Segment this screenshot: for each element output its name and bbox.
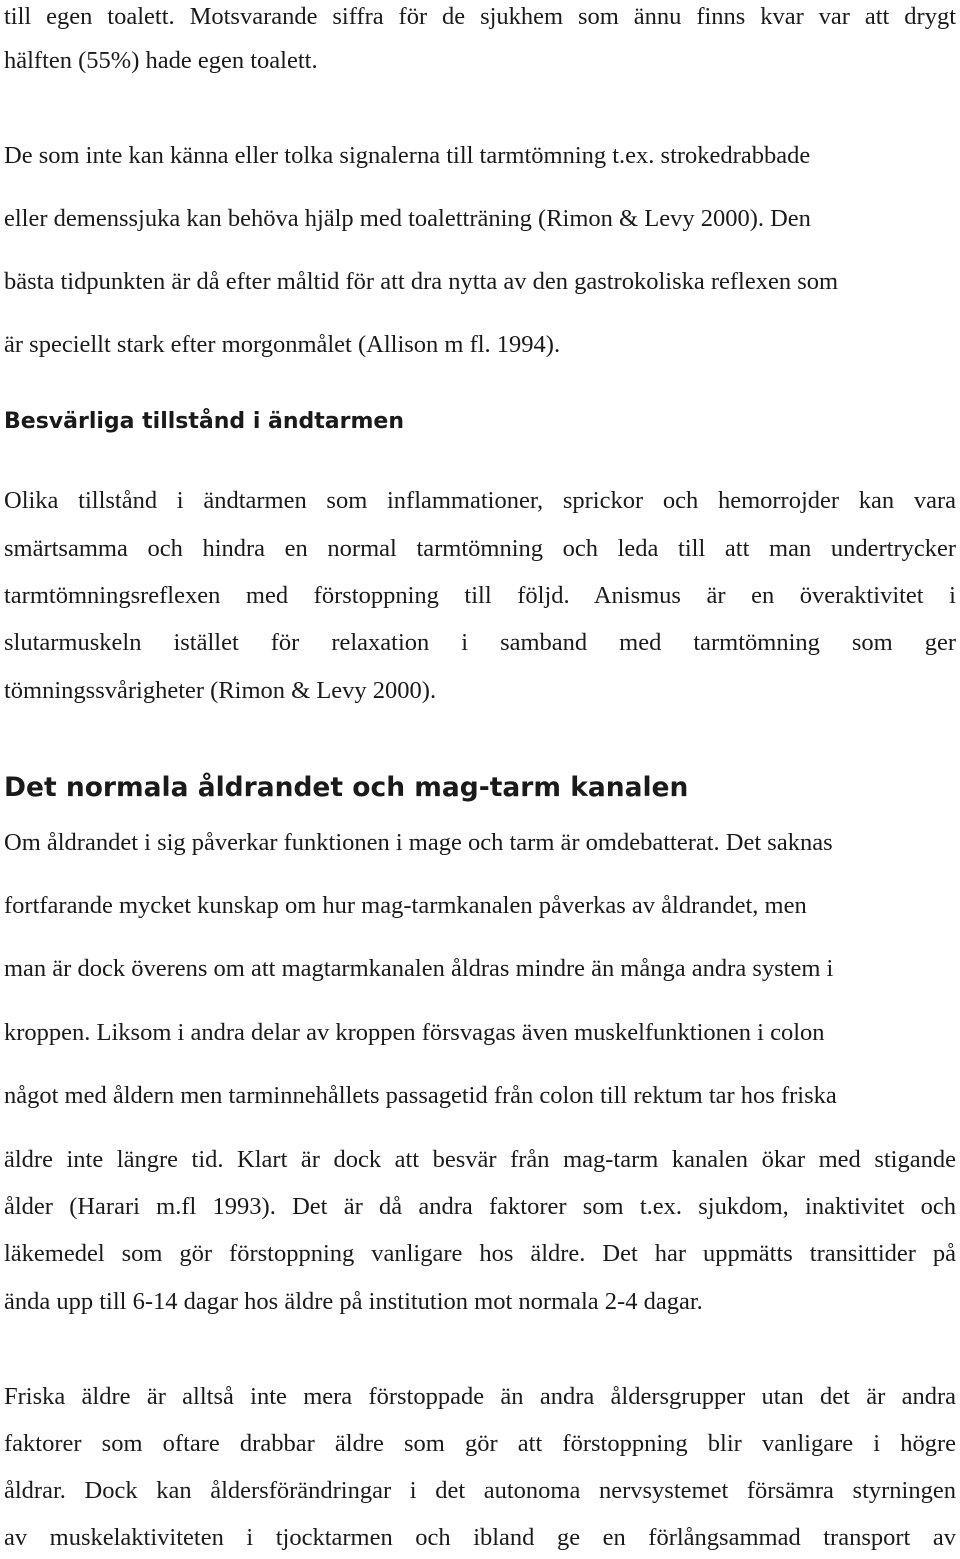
text-line: faktorer som oftare drabbar äldre som gör att förstoppning blir vanligare i högre — [4, 1430, 956, 1457]
text-line: hälften (55%) hade egen toalett. — [4, 47, 318, 74]
text-line: Friska äldre är alltså inte mera förstoppade än andra åldersgrupper utan det är andra — [4, 1383, 956, 1410]
text-line: är speciellt stark efter morgonmålet (Allison m fl. 1994). — [4, 331, 561, 358]
text-line: fortfarande mycket kunskap om hur mag-tarmkanalen påverkas av åldrandet, men — [4, 892, 807, 919]
text-line: man är dock överens om att magtarmkanalen åldras mindre än många andra system i — [4, 955, 834, 982]
section-heading: Besvärliga tillstånd i ändtarmen — [4, 409, 404, 434]
text-line: kroppen. Liksom i andra delar av kroppen försvagas även muskelfunktionen i colon — [4, 1019, 825, 1046]
text-line: eller demenssjuka kan behöva hjälp med toaletträning (Rimon & Levy 2000). Den — [4, 205, 811, 232]
section-heading: Det normala åldrandet och mag-tarm kanalen — [4, 772, 689, 803]
text-line: ålder (Harari m.fl 1993). Det är då andra faktorer som t.ex. sjukdom, inaktivitet och — [4, 1193, 956, 1220]
text-line: smärtsamma och hindra en normal tarmtömning och leda till att man undertrycker — [4, 535, 956, 562]
text-line: tarmtömningsreflexen med förstoppning till följd. Anismus är en överaktivitet i — [4, 582, 956, 609]
text-line: De som inte kan känna eller tolka signalerna till tarmtömning t.ex. strokedrabbade — [4, 142, 811, 169]
text-line: Olika tillstånd i ändtarmen som inflammationer, sprickor och hemorrojder kan vara — [4, 487, 956, 514]
text-line: åldrar. Dock kan åldersförändringar i det autonoma nervsystemet försämra styrningen — [4, 1477, 956, 1504]
text-line: något med åldern men tarminnehållets passagetid från colon till rektum tar hos friska — [4, 1082, 837, 1109]
text-line: läkemedel som gör förstoppning vanligare hos äldre. Det har uppmätts transittider på — [4, 1240, 956, 1267]
text-line: slutarmuskeln istället för relaxation i samband med tarmtömning som ger — [4, 629, 956, 656]
text-line: ända upp till 6-14 dagar hos äldre på institution mot normala 2-4 dagar. — [4, 1288, 703, 1315]
text-line: till egen toalett. Motsvarande siffra för de sjukhem som ännu finns kvar var att drygt — [4, 3, 956, 30]
text-line: bästa tidpunkten är då efter måltid för att dra nytta av den gastrokoliska reflexen som — [4, 268, 839, 295]
text-line: av muskelaktiviteten i tjocktarmen och ibland ge en förlångsammad transport av — [4, 1524, 956, 1551]
text-line: Om åldrandet i sig påverkar funktionen i mage och tarm är omdebatterat. Det saknas — [4, 829, 833, 856]
text-line: tömningssvårigheter (Rimon & Levy 2000). — [4, 677, 437, 704]
text-line: äldre inte längre tid. Klart är dock att besvär från mag-tarm kanalen ökar med stigande — [4, 1146, 956, 1173]
